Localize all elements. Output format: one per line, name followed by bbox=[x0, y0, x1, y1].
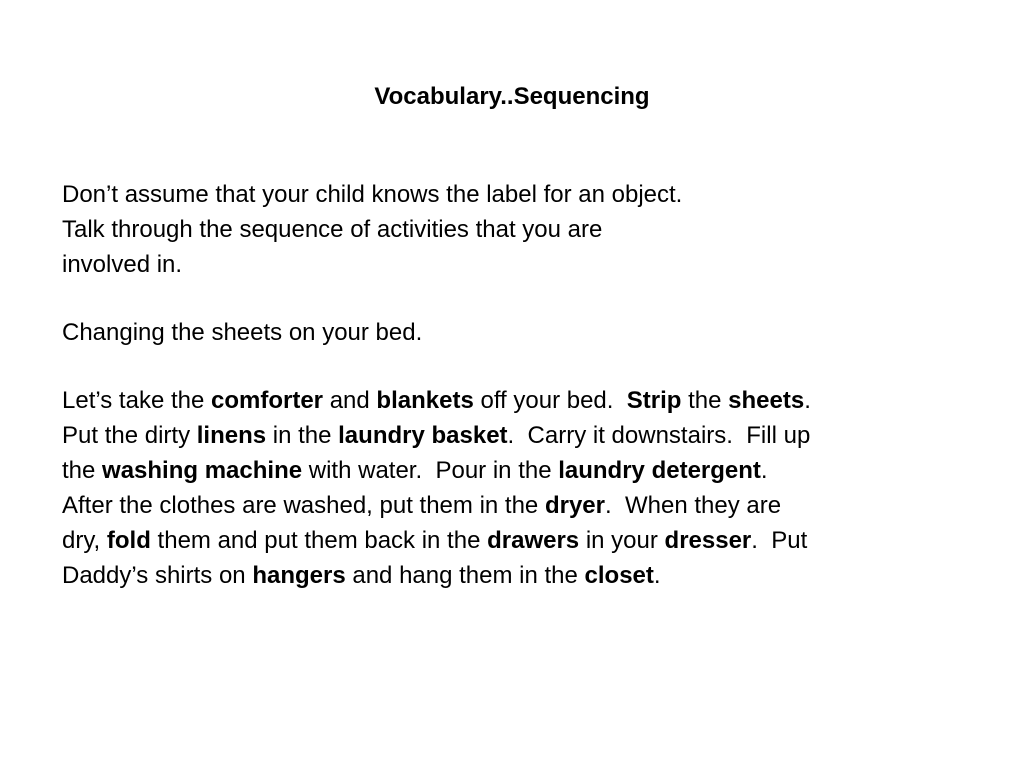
text-run: . bbox=[653, 562, 661, 589]
vocabulary-term: fold bbox=[106, 527, 151, 554]
passage-paragraph bbox=[62, 383, 962, 593]
paragraph-gap bbox=[62, 282, 962, 315]
text-run: Don’t assume that your child knows the label for an object. bbox=[62, 181, 683, 208]
text-run: Let’s take the bbox=[62, 387, 211, 414]
text-run: in your bbox=[579, 527, 665, 554]
text-run: After the clothes are washed, put them in the bbox=[62, 492, 545, 519]
vocabulary-term: dresser bbox=[664, 527, 752, 554]
topic-paragraph bbox=[62, 315, 962, 350]
text-run: the bbox=[681, 387, 729, 414]
vocabulary-term: laundry detergent bbox=[558, 457, 761, 484]
text-line bbox=[62, 523, 962, 558]
text-run: . Carry it downstairs. Fill up bbox=[507, 422, 811, 449]
text-line bbox=[62, 453, 962, 488]
vocabulary-term: blankets bbox=[376, 387, 474, 414]
text-run: with water. Pour in the bbox=[302, 457, 559, 484]
text-line bbox=[62, 177, 962, 212]
slide-title: Vocabulary..Sequencing bbox=[374, 83, 650, 110]
text-run: and bbox=[323, 387, 377, 414]
text-run: and hang them in the bbox=[345, 562, 585, 589]
vocabulary-term: hangers bbox=[252, 562, 346, 589]
text-line bbox=[62, 418, 962, 453]
text-run: them and put them back in the bbox=[150, 527, 488, 554]
vocabulary-term: closet bbox=[584, 562, 654, 589]
text-run: . bbox=[804, 387, 811, 414]
text-run: . When they are bbox=[605, 492, 782, 519]
text-line bbox=[62, 558, 962, 593]
intro-paragraph bbox=[62, 177, 962, 282]
slide-body bbox=[62, 177, 962, 593]
text-line bbox=[62, 247, 962, 282]
text-run: Talk through the sequence of activities that you are bbox=[62, 216, 603, 243]
text-run: . bbox=[760, 457, 768, 484]
vocabulary-term: drawers bbox=[487, 527, 580, 554]
vocabulary-term: dryer bbox=[544, 492, 605, 519]
text-run: . Put bbox=[751, 527, 808, 554]
vocabulary-term: washing machine bbox=[102, 457, 303, 484]
text-line bbox=[62, 315, 962, 350]
text-line bbox=[62, 383, 962, 418]
text-run: involved in. bbox=[62, 251, 183, 278]
vocabulary-term: comforter bbox=[211, 387, 324, 414]
vocabulary-term: linens bbox=[196, 422, 267, 449]
vocabulary-term: laundry basket bbox=[338, 422, 508, 449]
text-line bbox=[62, 212, 962, 247]
text-run: off your bed. bbox=[473, 387, 627, 414]
text-run: Put the dirty bbox=[62, 422, 197, 449]
text-run: in the bbox=[266, 422, 339, 449]
vocabulary-term: Strip bbox=[626, 387, 682, 414]
text-run: Changing the sheets on your bed. bbox=[62, 319, 423, 346]
vocabulary-term: sheets bbox=[728, 387, 805, 414]
paragraph-gap bbox=[62, 350, 962, 383]
text-run: Daddy’s shirts on bbox=[62, 562, 253, 589]
text-line bbox=[62, 488, 962, 523]
text-run: the bbox=[62, 457, 103, 484]
text-run: dry, bbox=[62, 527, 107, 554]
